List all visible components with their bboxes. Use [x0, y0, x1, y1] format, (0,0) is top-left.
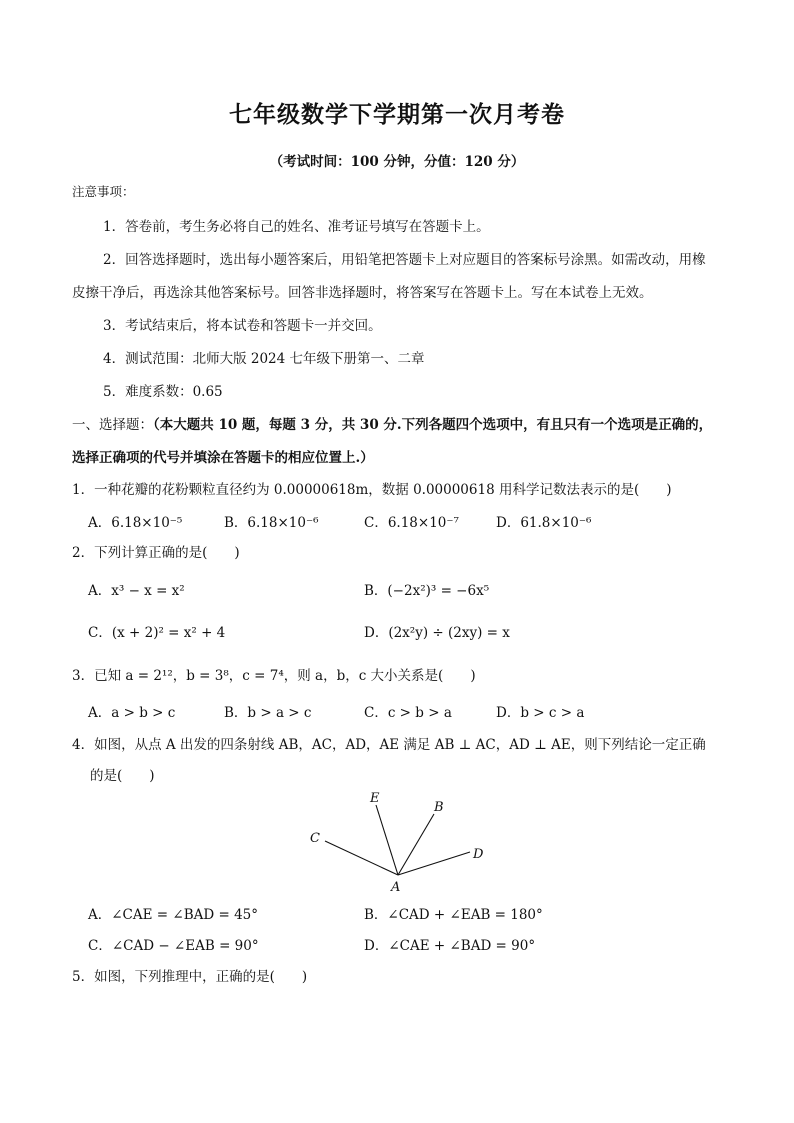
q3-option-b: B．b > a > c — [224, 705, 312, 721]
ray-ac — [325, 841, 398, 875]
question-4-stem: 4．如图，从点 A 出发的四条射线 AB，AC，AD，AE 满足 AB ⊥ AC，AD ⊥ AE，则下列结论一定正确 — [72, 737, 706, 753]
note-item-1: 1．答卷前，考生务必将自己的姓名、准考证号填写在答题卡上。 — [103, 219, 490, 235]
question-5-stem: 5．如图，下列推理中，正确的是( ) — [72, 969, 308, 985]
q3-option-d: D．b > c > a — [496, 705, 585, 721]
label-a: A — [391, 880, 401, 895]
note-item-4: 4．测试范围：北师大版 2024 七年级下册第一、二章 — [103, 351, 425, 367]
q2-option-a: A．x³ − x = x² — [88, 583, 185, 599]
note-item-5: 5．难度系数：0.65 — [103, 384, 223, 400]
question-2-stem: 2．下列计算正确的是( ) — [72, 545, 240, 561]
q2-option-d: D．(2x²y) ÷ (2xy) = x — [364, 625, 510, 641]
question-1-stem: 1．一种花瓣的花粉颗粒直径约为 0.00000618m，数据 0.00000618 用科学记数法表示的是( ) — [72, 482, 672, 498]
q2-option-b: B．(−2x²)³ = −6x⁵ — [364, 583, 490, 599]
note-item-3: 3．考试结束后，将本试卷和答题卡一并交回。 — [103, 318, 382, 334]
section-label: 一、选择题： — [72, 417, 153, 433]
rays-figure — [300, 785, 500, 895]
section-desc: （本大题共 10 题，每题 3 分，共 30 分.下列各题四个选项中，有且只有一个选项是正确的， — [153, 417, 713, 433]
section-desc-cont: 选择正确项的代号并填涂在答题卡的相应位置上.） — [72, 450, 374, 466]
ray-ad — [398, 852, 470, 875]
section-heading — [72, 413, 712, 433]
ray-ae — [376, 805, 398, 875]
label-c: C — [310, 831, 320, 846]
q4-option-a: A．∠CAE = ∠BAD = 45° — [88, 907, 259, 923]
q1-option-b: B．6.18×10⁻⁶ — [224, 515, 319, 531]
question-3-stem: 3．已知 a = 2¹²，b = 3⁸，c = 7⁴，则 a，b，c 大小关系是( ) — [72, 668, 476, 684]
note-item-2-cont: 皮擦干净后，再选涂其他答案标号。回答非选择题时，将答案写在答题卡上。写在本试卷上无效。 — [72, 285, 653, 301]
q4-option-d: D．∠CAE + ∠BAD = 90° — [364, 938, 536, 954]
q4-option-c: C．∠CAD − ∠EAB = 90° — [88, 938, 259, 954]
notes-heading: 注意事项： — [72, 184, 135, 199]
q1-option-d: D．61.8×10⁻⁶ — [496, 515, 592, 531]
label-d: D — [473, 847, 484, 862]
q2-option-c: C．(x + 2)² = x² + 4 — [88, 625, 226, 641]
label-b: B — [434, 800, 444, 815]
ray-ab — [398, 814, 434, 875]
q3-option-c: C．c > b > a — [364, 705, 452, 721]
label-e: E — [370, 791, 380, 806]
q1-option-a: A．6.18×10⁻⁵ — [88, 515, 183, 531]
note-item-2: 2．回答选择题时，选出每小题答案后，用铅笔把答题卡上对应题目的答案标号涂黑。如需改动，用橡 — [103, 252, 706, 268]
q4-option-b: B．∠CAD + ∠EAB = 180° — [364, 907, 543, 923]
q1-option-c: C．6.18×10⁻⁷ — [364, 515, 459, 531]
exam-info: （考试时间：100 分钟，分值：120 分） — [269, 154, 525, 170]
q3-option-a: A．a > b > c — [88, 705, 176, 721]
question-4-stem-cont: 的是( ) — [90, 768, 155, 784]
page-title: 七年级数学下学期第一次月考卷 — [229, 101, 565, 128]
